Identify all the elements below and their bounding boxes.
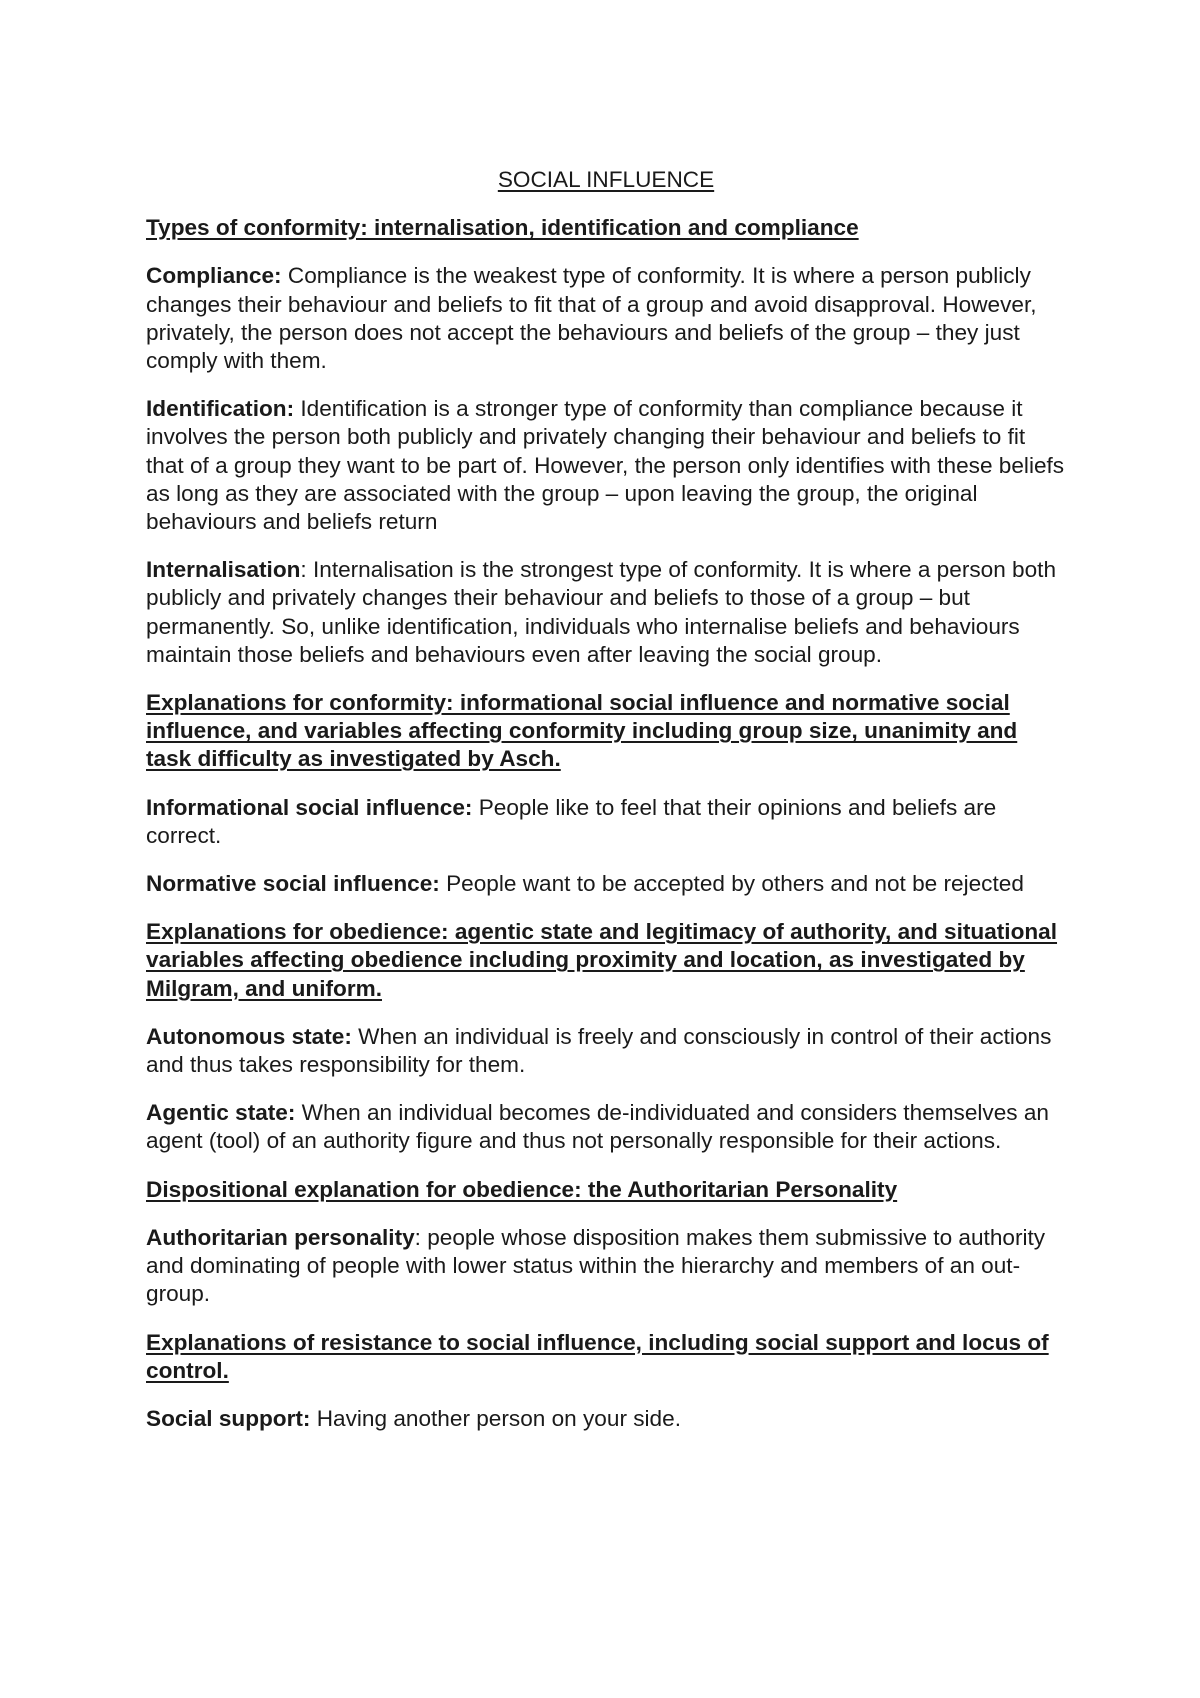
definition-text: Identification is a stronger type of conformity than compliance because it involves the person both publicly and privately changing their behaviour and beliefs to fit that of a group they want to be part of. However, the person only identifies with these beliefs as long as they are associated with the group – upon leaving the group, the original behaviours and beliefs return <box>146 396 1065 535</box>
definition-text: Compliance is the weakest type of conformity. It is where a person publicly changes their behaviour and beliefs to fit that of a group and avoid disapproval. However, privately, the person does not accept the behaviours and beliefs of the group – they just comply with them. <box>146 263 1037 374</box>
term-label: Autonomous state: <box>146 1023 352 1049</box>
definition-text: When an individual is freely and consciously in control of their actions and thus takes responsibility for them. <box>146 1023 1052 1078</box>
definition-text: People like to feel that their opinions and beliefs are correct. <box>146 794 997 848</box>
section-heading-resistance-to-social-influence: Explanations of resistance to social influence, including social support and locus of control. <box>146 1329 1049 1383</box>
definition-text: Having another person on your side. <box>310 1405 681 1431</box>
section-heading-explanations-for-obedience: Explanations for obedience: agentic state and legitimacy of authority, and situational variables affecting obedience including proximity and location, as investigated by Milgram, and uniform. <box>146 919 1058 1001</box>
definition-text: People want to be accepted by others and not be rejected <box>439 871 1024 897</box>
term-label: Informational social influence: <box>146 794 473 820</box>
section-heading-explanations-for-conformity: Explanations for conformity: informational social influence and normative social influence, and variables affecting conformity including group size, unanimity and task difficulty as investigated by Asch. <box>146 690 1018 772</box>
definition-social-support <box>146 1405 1066 1433</box>
term-label: Identification: <box>146 396 295 422</box>
term-label: Compliance: <box>146 263 282 289</box>
term-label: Internalisation <box>146 557 301 583</box>
definition-text: : people whose disposition makes them submissive to authority and dominating of people with lower status within the hierarchy and members of an out-group. <box>146 1224 1046 1307</box>
term-label: Social support: <box>146 1405 311 1431</box>
section-heading-types-of-conformity: Types of conformity: internalisation, identification and compliance <box>146 215 859 241</box>
definition-normative-social-influence <box>146 870 1066 898</box>
definition-informational-social-influence <box>146 794 1066 850</box>
definition-agentic-state <box>146 1099 1066 1155</box>
definition-internalisation <box>146 556 1066 669</box>
definition-identification <box>146 395 1066 536</box>
definition-compliance <box>146 262 1066 375</box>
term-label: Authoritarian personality <box>146 1224 415 1250</box>
document-page <box>146 166 1066 1453</box>
section-heading-dispositional-explanation: Dispositional explanation for obedience: the Authoritarian Personality <box>146 1176 898 1202</box>
term-label: Normative social influence: <box>146 871 440 897</box>
page-title: SOCIAL INFLUENCE <box>497 167 715 192</box>
term-label: Agentic state: <box>146 1100 296 1126</box>
definition-text: : Internalisation is the strongest type of conformity. It is where a person both publicly and privately changes their behaviour and beliefs to those of a group – but permanently. So, unlike identification, individuals who internalise beliefs and behaviours maintain those beliefs and behaviours even after leaving the social group. <box>146 557 1057 667</box>
definition-text: When an individual becomes de-individuated and considers themselves an agent (tool) of an authority figure and thus not personally responsible for their actions. <box>146 1100 1049 1154</box>
definition-authoritarian-personality <box>146 1224 1066 1309</box>
definition-autonomous-state <box>146 1023 1066 1079</box>
